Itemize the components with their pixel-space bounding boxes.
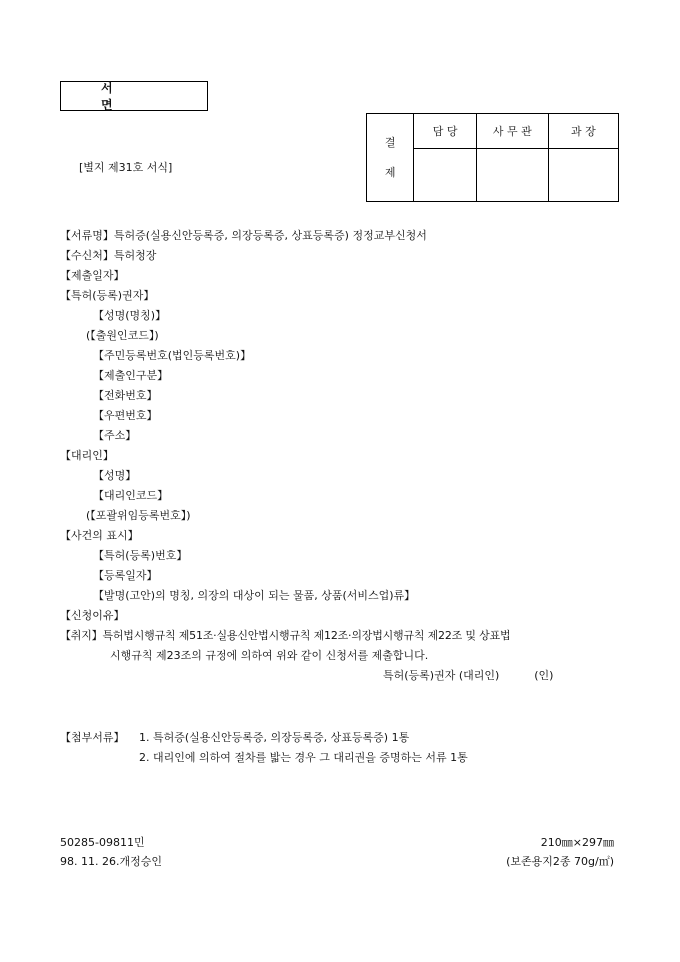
approval-sign-officer[interactable] (476, 149, 548, 202)
field-phone: 【전화번호】 (93, 389, 158, 402)
approval-sign-chief[interactable] (548, 149, 618, 202)
attachment-item-2: 2. 대리인에 의하여 절차를 밟는 경우 그 대리권을 증명하는 서류 1통 (139, 751, 468, 764)
field-recipient: 【수신처】특허청장 (60, 249, 157, 262)
field-general-delegation: (【포괄위임등록번호】) (86, 509, 191, 522)
approval-table (366, 113, 619, 202)
footer-code: 50285-09811민 (60, 836, 145, 849)
field-applicant-code: (【출원인코드】) (86, 329, 159, 342)
footer-paper-type: (보존용지2종 70g/㎡) (506, 855, 614, 868)
approval-header-chief: 과 장 (548, 114, 618, 149)
field-patentee-name: 【성명(명칭)】 (93, 309, 167, 322)
field-address: 【주소】 (93, 429, 137, 442)
field-agent-code: 【대리인코드】 (93, 489, 169, 502)
field-doc-name: 【서류명】특허증(실용신안등록증, 의장등록증, 상표등록증) 정정교부신청서 (60, 229, 427, 242)
field-agent: 【대리인】 (60, 449, 114, 462)
attachments-label: 【첨부서류】 (60, 731, 125, 744)
field-case-display: 【사건의 표시】 (60, 529, 139, 542)
field-postal-code: 【우편번호】 (93, 409, 158, 422)
footer-approval-date: 98. 11. 26.개정승인 (60, 855, 162, 868)
footer-paper-size: 210㎜×297㎜ (540, 836, 614, 849)
approval-label-bottom: 제 (384, 165, 396, 179)
approval-header-officer: 사 무 관 (476, 114, 548, 149)
approval-label-top: 결 (384, 135, 396, 149)
approval-row-label (367, 114, 414, 202)
form-number: [별지 제31호 서식] (79, 161, 173, 174)
field-invention-name: 【발명(고안)의 명칭, 의장의 대상이 되는 물품, 상품(서비스업)류】 (93, 589, 416, 602)
field-submitter-type: 【제출인구분】 (93, 369, 169, 382)
field-resident-no: 【주민등록번호(법인등록번호)】 (93, 349, 252, 362)
field-submit-date: 【제출일자】 (60, 269, 125, 282)
purpose-line-2: 시행규칙 제23조의 규정에 의하여 위와 같이 신청서를 제출합니다. (110, 649, 429, 662)
document-title: 서 면 (60, 81, 208, 111)
attachment-item-1: 1. 특허증(실용신안등록증, 의장등록증, 상표등록증) 1통 (139, 731, 410, 744)
field-reg-date: 【등록일자】 (93, 569, 158, 582)
field-agent-name: 【성명】 (93, 469, 137, 482)
purpose-line-1: 【취지】특허법시행규칙 제51조·실용신안법시행규칙 제12조·의장법시행규칙 제22조 및 상표법 (60, 629, 511, 642)
field-patentee: 【특허(등록)권자】 (60, 289, 155, 302)
field-patent-no: 【특허(등록)번호】 (93, 549, 188, 562)
signature-line: 특허(등록)권자 (대리인) (인) (383, 669, 554, 682)
field-request-reason: 【신청이유】 (60, 609, 125, 622)
approval-header-staff: 담 당 (414, 114, 476, 149)
approval-sign-staff[interactable] (414, 149, 476, 202)
